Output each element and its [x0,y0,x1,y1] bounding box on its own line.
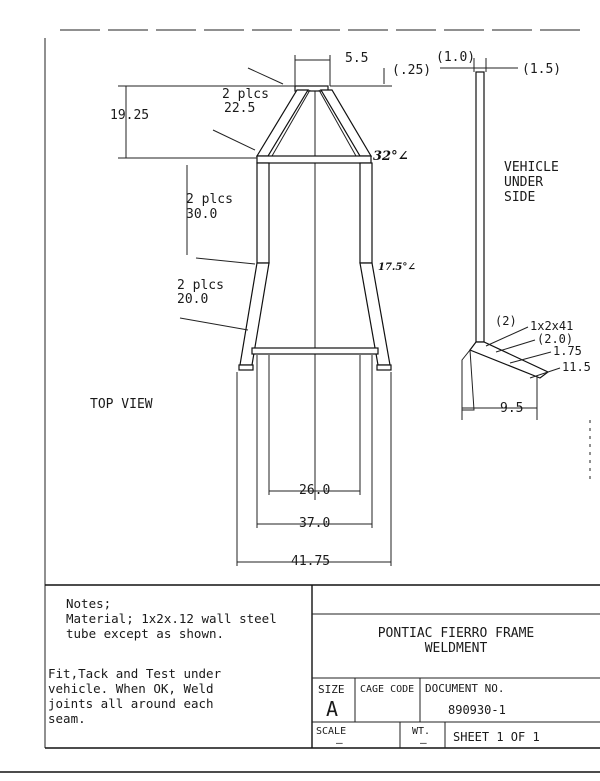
notes-line-5: joints all around each [48,696,214,711]
notes-block [45,585,600,726]
side-tube-spec: 1x2x41 [530,319,574,333]
dim-angle-low-leader-1 [196,258,255,264]
side-dim-top-left: (1.0) [436,50,476,65]
side-bracket-label: (2) [495,314,517,328]
title-line-2: WELDMENT [424,641,488,656]
side-spec-leader [486,327,528,346]
dim-angle-top-leader-1 [248,68,283,84]
title-block [312,585,600,749]
right-vertical-member [360,163,372,263]
scale-label: SCALE [316,726,347,737]
side-offset-1: (2.0) [537,332,574,346]
dim-angle-top: 22.5 [224,101,256,116]
notes-heading: Notes; [66,596,112,611]
sheet-label: SHEET 1 OF 1 [453,730,540,744]
right-foot [377,365,391,370]
document-label: DOCUMENT NO. [425,682,505,695]
weight-value: – [420,736,427,749]
weight-label: WT. [412,726,431,737]
dim-angle-low-count: 2 plcs [177,278,224,293]
notes-line-2: tube except as shown. [66,626,225,641]
side-offset-3: 11.5 [562,360,591,374]
notes-line-4: vehicle. When OK, Weld [48,681,214,696]
dim-angle-mid-count: 2 plcs [186,192,233,207]
dim-mid-width: 37.0 [299,516,331,531]
side-view [436,50,591,420]
dim-top-width: 5.5 [345,51,369,66]
dim-length-top: 19.25 [110,108,150,123]
notes-line-3: Fit,Tack and Test under [48,666,222,681]
dim-angle-top-count: 2 plcs [222,87,269,102]
top-view [90,51,431,569]
side-vertical-bar [476,72,484,342]
upper-right-member [321,90,371,156]
notes-line-6: seam. [48,711,86,726]
left-vertical-member [257,163,269,263]
document-value: 890930-1 [448,703,506,717]
scale-value: – [336,736,343,749]
bottom-crossbar [252,348,378,354]
top-crossbar [257,156,371,163]
handwritten-lower-angle: 17.5°∠ [378,262,416,273]
side-tube-outline [462,350,474,410]
dim-angle-top-leader-2 [213,130,255,150]
side-base: 9.5 [500,401,524,416]
top-view-label: TOP VIEW [90,397,153,412]
size-value: A [326,697,339,721]
side-label-line3: SIDE [504,190,536,205]
dim-inner-width: 26.0 [299,483,331,498]
side-offset-2: 1.75 [553,344,582,358]
size-label: SIZE [318,683,345,696]
dim-angle-low: 20.0 [177,292,209,307]
cage-code-label: CAGE CODE [360,684,415,695]
dim-angle-low-leader-2 [180,318,248,330]
notes-line-1: Material; 1x2x.12 wall steel [66,611,277,626]
side-offset-1-leader [496,340,535,352]
dim-outer-width: 41.75 [291,554,331,569]
left-foot [239,365,253,370]
side-label-line1: VEHICLE [504,160,559,175]
handwritten-upper-angle: 32°∠ [373,149,409,164]
dim-top-offset: (.25) [392,63,432,78]
side-dim-top-right: (1.5) [522,62,562,77]
title-line-1: PONTIAC FIERRO FRAME [377,626,535,641]
dim-angle-mid: 30.0 [186,207,218,222]
side-label-line2: UNDER [504,175,544,190]
side-angled-foot [470,342,548,378]
